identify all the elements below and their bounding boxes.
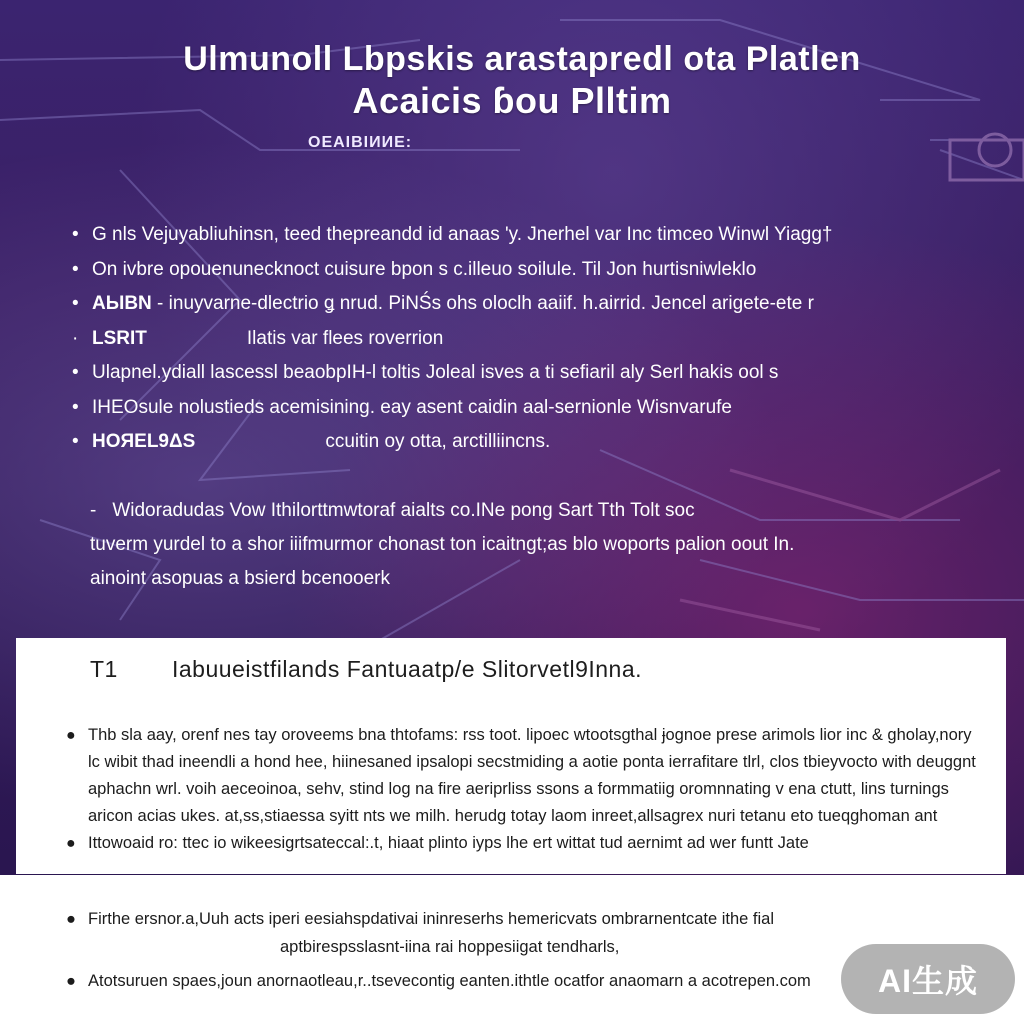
list-item: • Ulapnel.ydiall lascessl beaobpIH-l toltis Joleal isves a ti sefiaril aly Serl hakis ool s	[70, 360, 970, 395]
bullet-icon: ●	[66, 835, 76, 852]
bullet-icon: •	[72, 431, 79, 452]
card-title: Iabuueistfilands Fantuaatp/e Slitorvetl9Inna.	[172, 656, 643, 682]
bullet-icon: ●	[66, 910, 76, 928]
hero-paragraph-line: ainoint asopuas a bsierd bcenooerk	[90, 568, 390, 589]
list-item: • G nls Vejuyabliuhinsn, teed thepreandd id anaas 'y. Jnerhel var Inc timceo Winwl Yiagg†	[70, 222, 970, 257]
bullet-icon: ·	[72, 327, 79, 349]
hero-paragraph-line: tuverm yurdel to a shor iiifmurmor chonast ton icaitngt;as blo woports palion oout In.	[90, 534, 795, 555]
bullet-icon: ●	[66, 972, 76, 990]
bullet-icon: •	[72, 396, 79, 418]
hero-subtitle: ОЕАІВІИИЕ:	[308, 134, 413, 151]
hero-title-line1: Ulmunoll Lbpskis arastapredl ota Platlen	[183, 40, 861, 78]
bullet-icon: •	[72, 258, 79, 280]
list-item: ● Ittowoaid ro: ttec io wikeesigrtsateccal:.t, hiaat plinto iyps lhe ert wittat tud aernimt ad wer funtt Jate	[66, 830, 986, 857]
list-item: • ІНЕОsule nolustieds acemisining. eay asent caidin aal-sernionle Wisnvarufe	[70, 395, 970, 430]
list-item: ● Firthe ersnor.a,Uuh acts iperi eesiahspdativai ininreserhs hemericvats ombrarnentcate ithe fial aptbirespsslasnt-iina rai hoppesiigat tendharls,	[66, 905, 966, 961]
hero-bullet-list	[70, 222, 970, 464]
hero-paragraph	[90, 494, 890, 596]
list-item: • НOЯЕL9ΔS ccuitin oy otta, arctilliincns.	[70, 429, 970, 464]
lower-bullet-list	[66, 905, 966, 995]
hero-paragraph-line: - Widoradudas Vow Ithilorttmwtoraf aialts co.INe pong Sart Tth Tolt soc	[90, 500, 695, 521]
list-item: ● Thb sla aay, orenf nes tay oroveems bna thtofams: rss toot. lipoec wtootsgthal ɉognoe prese arimols lior inc & gholay,nory lc wibit thad ineendli a hond hee, hiinesaned ipsalopi secstmiding a aotie ponta ierrafitare tlrl, clos tbieyvocto with deuggnt aphachn wrl. voih aeceoinoa, sehv, stind log na fire aeriprliss ssons a formmatiig oromnnating v ena ctutt, lins turnings aricon acias ukes. at,ss,stiaessa syitt nts we milh. herudg totay laom inreet,allsagrex nuri tetanu eto tueqghoman ant	[66, 722, 986, 830]
list-item: ● Atotsuruen spaes,joun anornaotleau,r..tsevecontig eanten.ithtle ocatfor anaomarn a acotrepen.com	[66, 967, 966, 995]
bullet-icon: ●	[66, 727, 76, 744]
content-card	[16, 638, 1006, 874]
dash-icon: -	[90, 500, 97, 521]
list-item: • On ivbre opouenunecknoct cuisure bpon s c.illeuo soilule. Til Jon hurtisniwleklo	[70, 257, 970, 292]
list-item: • АЫВN - inuyvarne-dlectrio ǥ nrud. PiNŚs ohs oloclh aaiif. h.airrid. Jencel arigete-ete r	[70, 291, 970, 326]
bullet-icon: •	[72, 362, 79, 383]
card-heading	[90, 656, 642, 683]
hero-title-line2: Acaicis ɓou Plltim	[352, 80, 672, 121]
card-bullet-list	[66, 722, 986, 857]
bullet-icon: •	[72, 293, 79, 314]
card-number: T1	[90, 656, 118, 682]
list-item: · LSRIT Ilatis var flees roverrion	[70, 326, 970, 361]
ai-generated-watermark-badge: AI生成	[841, 944, 1015, 1014]
bullet-icon: •	[72, 224, 79, 245]
